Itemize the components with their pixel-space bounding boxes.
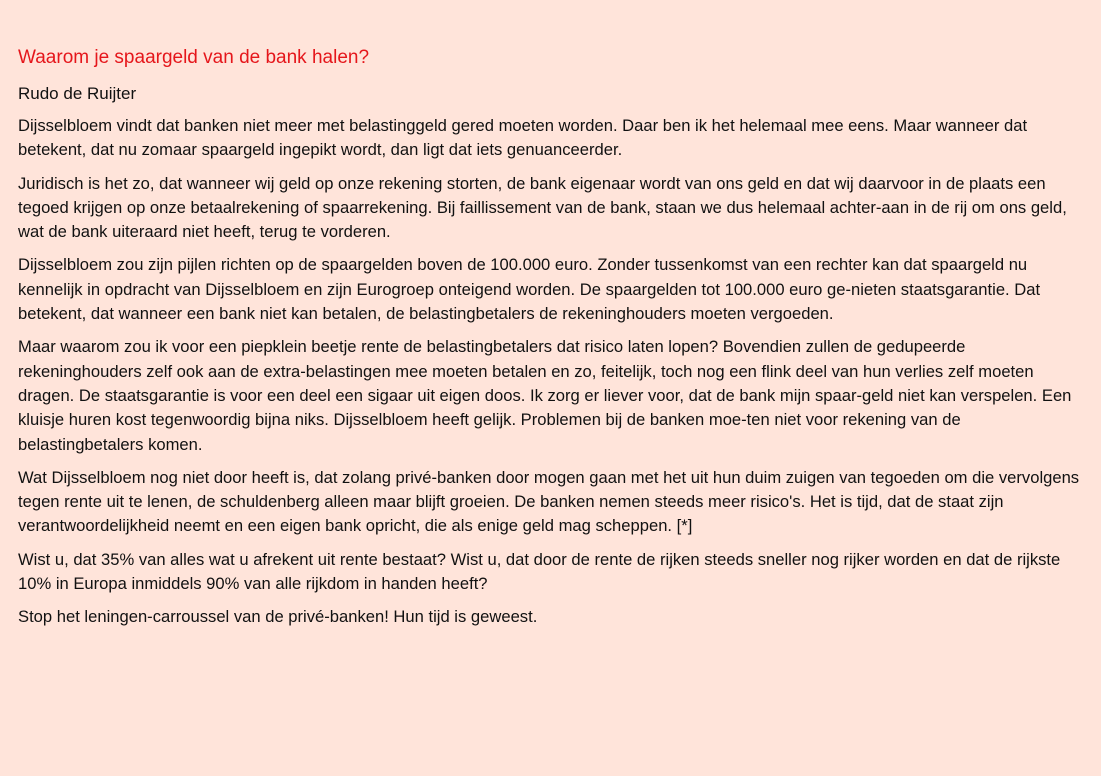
article-author: Rudo de Ruijter: [18, 84, 137, 103]
paragraph-6: Wist u, dat 35% van alles wat u afrekent uit rente bestaat? Wist u, dat door de rente de rijken steeds sneller nog rijker worden en dat de rijkste 10% in Europa inmiddels 90% van alle rijkdom in handen heeft?: [18, 549, 1061, 594]
paragraph-7: Stop het leningen-carroussel van de privé-banken! Hun tijd is geweest.: [18, 607, 538, 627]
paragraph-3: Dijsselbloem zou zijn pijlen richten op de spaargelden boven de 100.000 euro. Zonder tussenkomst van een rechter kan dat spaargeld nu kennelijk in opdracht van Dijsselbloem en zijn Eurogroep onteigend worden. De spaargelden tot 100.000 euro ge-nieten staatsgarantie. Dat betekent, dat wanneer een bank niet kan betalen, de belastingbetalers de rekeninghouders moeten vergoeden.: [18, 255, 1041, 324]
paragraph-2: Juridisch is het zo, dat wanneer wij geld op onze rekening storten, de bank eigenaar wordt van ons geld en dat wij daarvoor in de plaats een tegoed krijgen op onze betaalrekening of spaarrekening. Bij faillissement van de bank, staan we dus helemaal achter-aan in de rij om ons geld, wat de bank uiteraard niet heeft, terug te vorderen.: [18, 173, 1067, 242]
paragraph-4: Maar waarom zou ik voor een piepklein beetje rente de belastingbetalers dat risico laten lopen? Bovendien zullen de gedupeerde rekeninghouders zelf ook aan de extra-belastingen mee moeten betalen en zo, feitelijk, toch nog een flink deel van hun verlies zelf moeten dragen. De staatsgarantie is voor een deel een sigaar uit eigen doos. Ik zorg er liever voor, dat de bank mijn spaar-geld niet kan verspelen. Een kluisje huren kost tegenwoordig bijna niks. Dijsselbloem heeft gelijk. Problemen bij de banken moe-ten niet voor rekening van de belastingbetalers komen.: [18, 337, 1072, 454]
paragraph-1: Dijsselbloem vindt dat banken niet meer met belastinggeld gered moeten worden. Daar ben ik het helemaal mee eens. Maar wanneer dat betekent, dat nu zomaar spaargeld ingepikt wordt, dan ligt dat iets genuanceerder.: [18, 116, 1028, 160]
article-title: Waarom je spaargeld van de bank halen?: [18, 47, 370, 68]
paragraph-5: Wat Dijsselbloem nog niet door heeft is, dat zolang privé-banken door mogen gaan met het uit hun duim zuigen van tegoeden om die vervolgens tegen rente uit te lenen, de schuldenberg alleen maar blijft groeien. De banken nemen steeds meer risico's. Het is tijd, dat de staat zijn verantwoordelijkheid neemt en een eigen bank opricht, die als enige geld mag scheppen. [*]: [18, 467, 1080, 536]
